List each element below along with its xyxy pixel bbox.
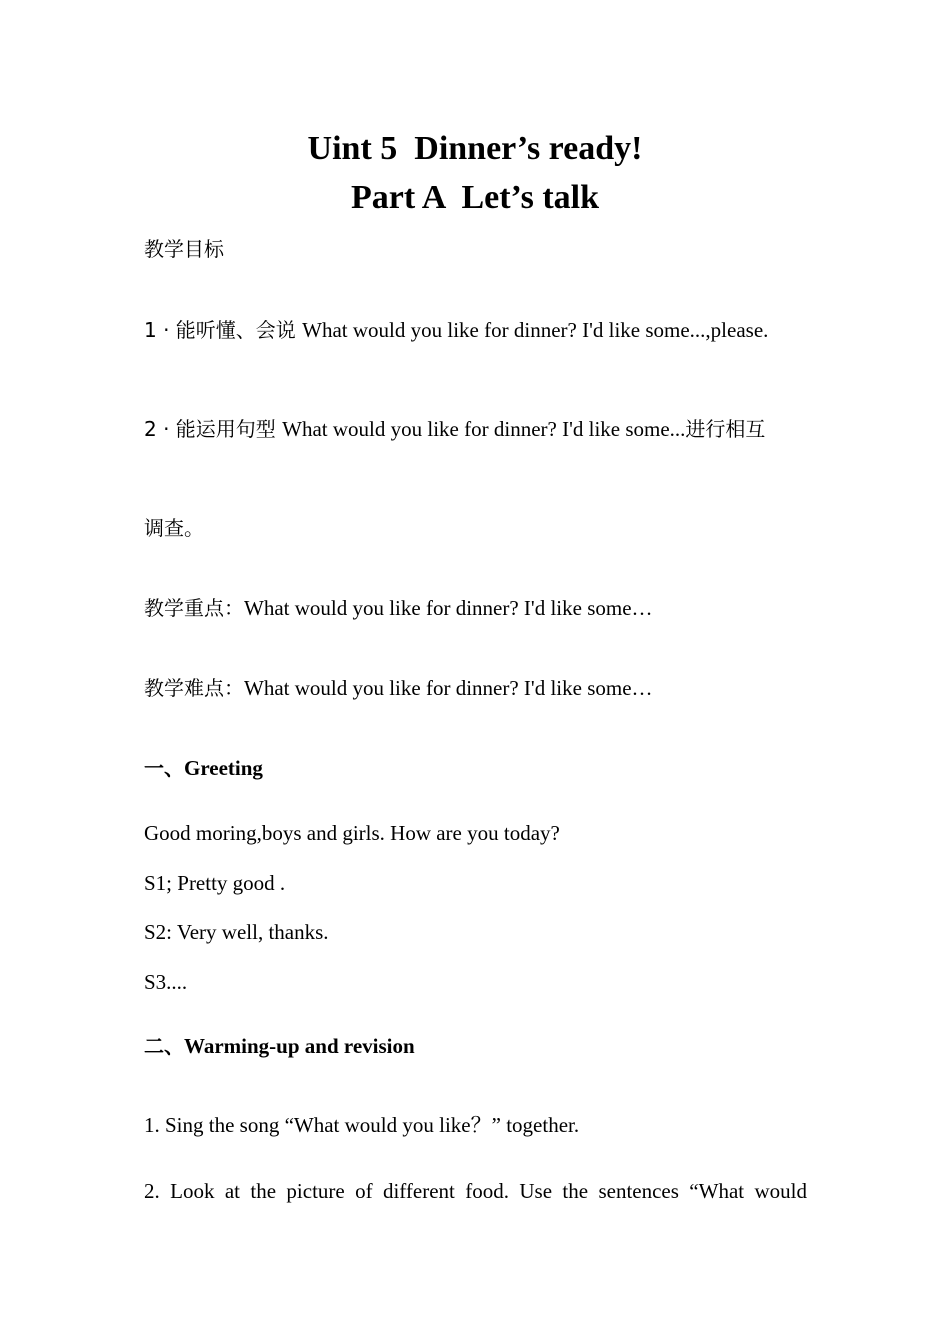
document-title-line2: Part A Let’s talk	[350, 179, 600, 216]
difficulty-point	[144, 674, 807, 702]
greeting-line: Good moring,boys and girls. How are you today?	[144, 821, 560, 845]
warmup-item-1: 1. Sing the song “What would you like？” together.	[144, 1113, 580, 1137]
section-1-heading	[144, 754, 807, 782]
objective-2-suffix: 进行相互	[685, 417, 766, 441]
greeting-line: S2: Very well, thanks.	[144, 920, 329, 944]
key-point-label: 教学重点：	[144, 596, 244, 620]
objective-2-text: What would you like for dinner? I'd like some...	[282, 417, 686, 441]
key-point-text: What would you like for dinner? I'd like some…	[244, 596, 653, 620]
section-2-title: Warming-up and revision	[184, 1034, 415, 1058]
difficulty-text: What would you like for dinner? I'd like some…	[244, 676, 653, 700]
objective-2-continued	[144, 514, 807, 542]
objectives-heading	[144, 235, 807, 263]
section-2-number: 二、	[144, 1034, 184, 1058]
objective-2-continued-text: 调查。	[144, 516, 204, 540]
difficulty-label: 教学难点：	[144, 676, 244, 700]
section-1-title: Greeting	[184, 756, 263, 780]
objective-1	[144, 316, 807, 344]
objective-1-prefix: 1 · 能听懂、会说	[144, 318, 303, 342]
objective-2	[144, 415, 807, 443]
warmup-item-2: 2. Look at the picture of different food. Use the sentences “What would	[144, 1179, 807, 1203]
objectives-heading-text: 教学目标	[144, 237, 224, 261]
section-1-number: 一、	[144, 756, 184, 780]
greeting-line: S3....	[144, 970, 188, 994]
objective-1-text: What would you like for dinner? I'd like some...,please.	[302, 318, 769, 342]
document-title-line1: Uint 5 Dinner’s ready!	[307, 130, 643, 167]
key-point	[144, 594, 807, 622]
objective-2-prefix: 2 · 能运用句型	[144, 417, 283, 441]
greeting-line: S1; Pretty good .	[144, 871, 286, 895]
section-2-heading	[144, 1032, 807, 1060]
